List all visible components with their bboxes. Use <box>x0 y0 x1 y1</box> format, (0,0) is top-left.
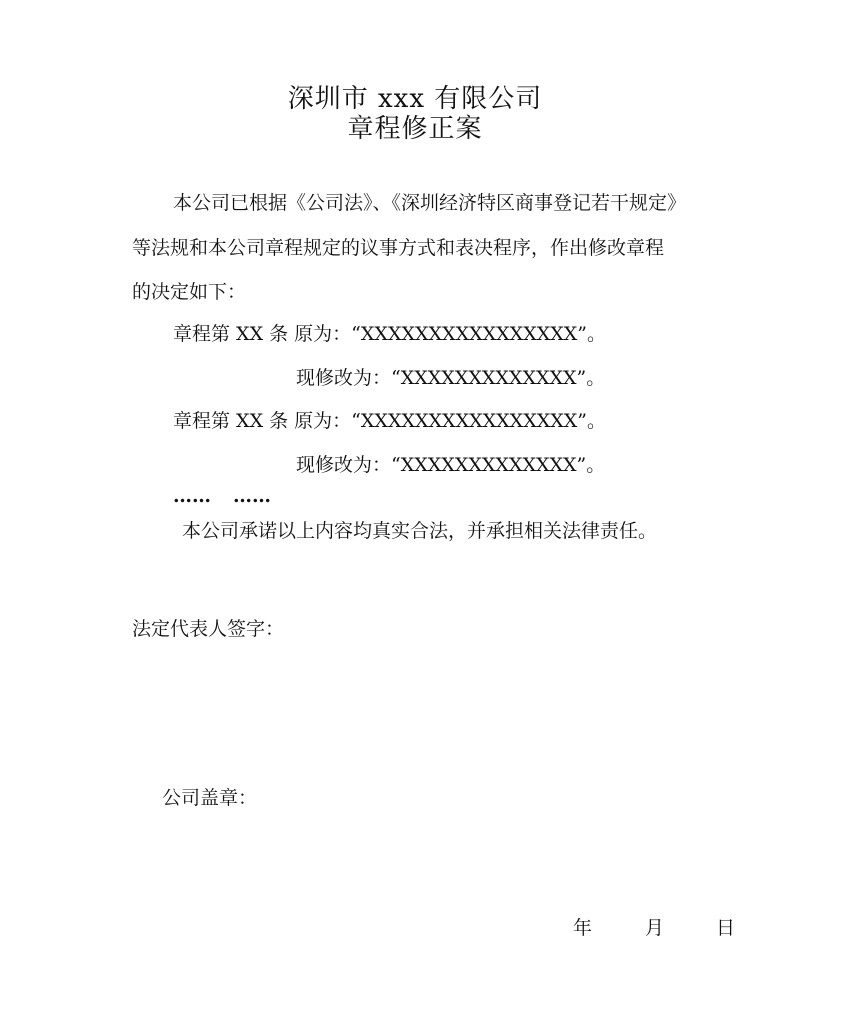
intro-paragraph-line-1: 本公司已根据《公司法》、《深圳经济特区商事登记若干规定》 <box>173 192 687 214</box>
promise-statement: 本公司承诺以上内容均真实合法，并承担相关法律责任。 <box>182 520 658 542</box>
amendment-1-original: 章程第 XX 条 原为：“XXXXXXXXXXXXXXXX”。 <box>173 323 607 345</box>
amendment-2-original: 章程第 XX 条 原为：“XXXXXXXXXXXXXXXX”。 <box>173 410 607 432</box>
amendment-2-revised: 现修改为：“XXXXXXXXXXXXX”。 <box>296 454 606 476</box>
date-year-label: 年 <box>573 917 593 939</box>
intro-paragraph-line-2: 等法规和本公司章程规定的议事方式和表决程序，作出修改章程 <box>132 237 665 259</box>
document-title: 章程修正案 <box>347 114 483 144</box>
company-title: 深圳市 xxx 有限公司 <box>287 84 543 114</box>
seal-label: 公司盖章： <box>162 787 258 809</box>
amendment-1-revised: 现修改为：“XXXXXXXXXXXXX”。 <box>296 367 606 389</box>
ellipsis-2: …… <box>233 485 271 507</box>
date-day-label: 日 <box>716 917 736 939</box>
intro-paragraph-line-3: 的决定如下： <box>132 281 247 303</box>
signature-label: 法定代表人签字： <box>132 618 285 640</box>
ellipsis-1: …… <box>173 485 211 507</box>
date-month-label: 月 <box>645 917 665 939</box>
continuation-ellipsis <box>173 484 271 508</box>
